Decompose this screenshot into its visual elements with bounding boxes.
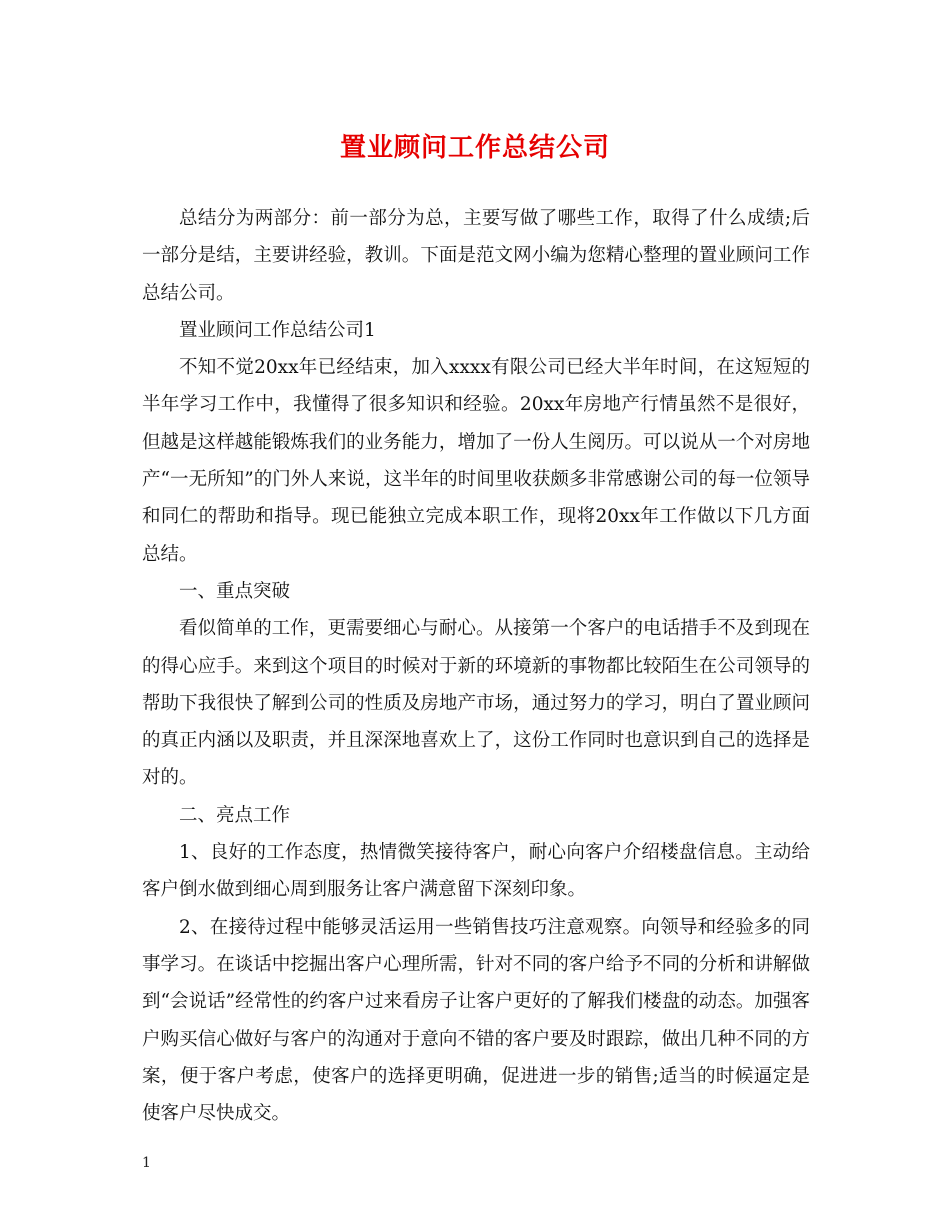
- list-item-paragraph: 1、良好的工作态度，热情微笑接待客户，耐心向客户介绍楼盘信息。主动给客户倒水做到细心周到服务让客户满意留下深刻印象。: [142, 842, 810, 901]
- section-heading-1: 置业顾问工作总结公司1: [179, 319, 376, 341]
- body-paragraph: 不知不觉20xx年已经结束，加入xxxx有限公司已经大半年时间，在这短短的半年学习工作中，我懂得了很多知识和经验。20xx年房地产行情虽然不是很好，但越是这样越能锻炼我们的业务能力，增加了一份人生阅历。可以说从一个对房地产“一无所知”的门外人来说，这半年的时间里收获颇多非常感谢公司的每一位领导和同仁的帮助和指导。现已能独立完成本职工作，现将20xx年工作做以下几方面总结。: [142, 357, 810, 565]
- intro-paragraph: 总结分为两部分：前一部分为总，主要写做了哪些工作，取得了什么成绩;后一部分是结，主要讲经验，教训。下面是范文网小编为您精心整理的置业顾问工作总结公司。: [142, 208, 810, 304]
- document-title: 置业顾问工作总结公司: [339, 133, 610, 163]
- subheading-key-breakthrough: 一、重点突破: [179, 580, 291, 602]
- document-body: [142, 200, 810, 1132]
- subheading-highlight-work: 二、亮点工作: [179, 804, 291, 826]
- list-item-paragraph: 2、在接待过程中能够灵活运用一些销售技巧注意观察。向领导和经验多的同事学习。在谈话中挖掘出客户心理所需，针对不同的客户给予不同的分析和讲解做到“会说话”经常性的约客户过来看房子让客户更好的了解我们楼盘的动态。加强客户购买信心做好与客户的沟通对于意向不错的客户要及时跟踪，做出几种不同的方案，便于客户考虑，使客户的选择更明确，促进进一步的销售;适当的时候逼定是使客户尽快成交。: [142, 916, 810, 1125]
- page-number: 1: [142, 1155, 151, 1171]
- body-paragraph: 看似简单的工作，更需要细心与耐心。从接第一个客户的电话措手不及到现在的得心应手。来到这个项目的时候对于新的环境新的事物都比较陌生在公司领导的帮助下我很快了解到公司的性质及房地产市场，通过努力的学习，明白了置业顾问的真正内涵以及职责，并且深深地喜欢上了，这份工作同时也意识到自己的选择是对的。: [142, 618, 810, 789]
